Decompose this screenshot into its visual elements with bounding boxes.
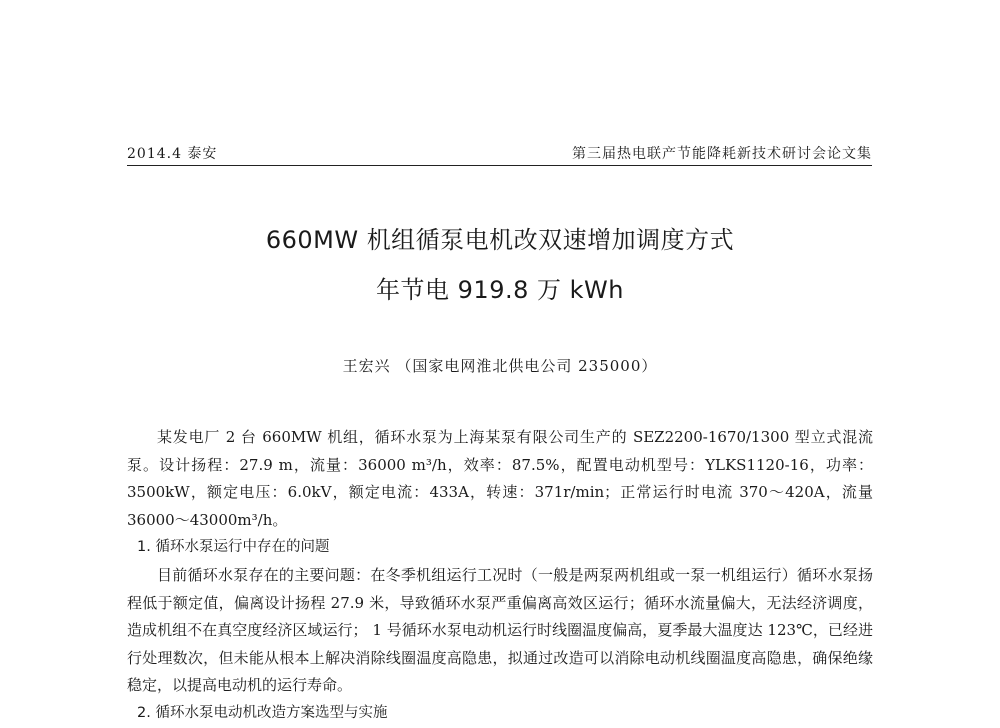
running-header bbox=[127, 143, 872, 166]
author-affiliation: 王宏兴 （国家电网淮北供电公司 235000） bbox=[342, 357, 658, 375]
header-right-text: 第三届热电联产节能降耗新技术研讨会论文集 bbox=[572, 146, 872, 162]
header-left-text: 2014.4 泰安 bbox=[127, 146, 218, 162]
section-1-heading: 1. 循环水泵运行中存在的问题 bbox=[137, 539, 330, 556]
body-text bbox=[127, 424, 873, 721]
section-1-paragraph: 目前循环水泵存在的主要问题：在冬季机组运行工况时（一般是两泵两机组或一泵一机组运行）循环水泵扬程低于额定值，偏离设计扬程 27.9 米，导致循环水泵严重偏离高效区运行；循环水流量偏大，无法经济调度，造成机组不在真空度经济区域运行； 1 号循环水泵电动机运行时线圈温度偏高，夏季最大温度达 123℃，已经进行处理数次，但未能从根本上解决消除线圈温度高隐患，拟通过改造可以消除电动机线圈温度高隐患，确保绝缘稳定，以提高电动机的运行寿命。 bbox=[127, 565, 873, 695]
intro-paragraph: 某发电厂 2 台 660MW 机组，循环水泵为上海某泵有限公司生产的 SEZ2200-1670/1300 型立式混流泵。设计扬程：27.9 m，流量：36000 m³/h，效率：87.5%，配置电动机型号：YLKS1120-16，功率：3500kW，额定电压：6.0kV，额定电流：433A，转速：371r/min；正常运行时电流 370～420A，流量 36000～43000m³/h。 bbox=[127, 428, 873, 529]
paper-title-line-2: 年节电 919.8 万 kWh bbox=[376, 276, 624, 304]
section-2-heading: 2. 循环水泵电动机改造方案选型与实施 bbox=[137, 704, 388, 721]
paper-title-line-1: 660MW 机组循泵电机改双速增加调度方式 bbox=[265, 226, 735, 254]
